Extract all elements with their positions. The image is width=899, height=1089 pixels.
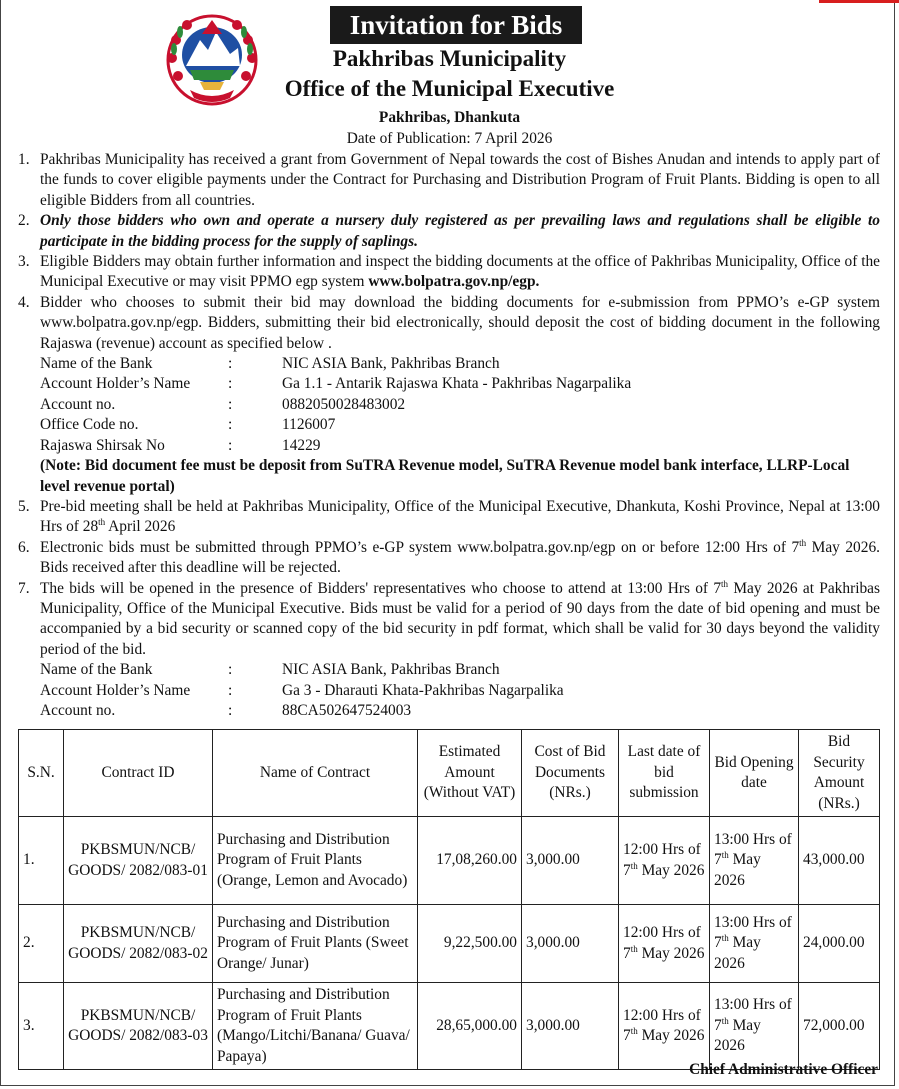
ordinal-sup: th xyxy=(799,537,807,548)
office-location: Pakhribas, Dhankuta xyxy=(378,109,521,126)
table-header-row xyxy=(19,730,880,817)
cell-bid-security: 72,000.00 xyxy=(799,983,880,1070)
signatory: Chief Administrative Officer xyxy=(689,1061,878,1078)
table-row xyxy=(19,905,880,983)
bank-row xyxy=(40,681,880,701)
cell-last-date: 12:00 Hrs of 7th May 2026 xyxy=(619,817,710,905)
bank-value: Ga 3 - Dharauti Khata-Pakhribas Nagarpalika xyxy=(282,681,564,699)
item-text: Electronic bids must be submitted through PPMO’s e-GP system www.bolpatra.gov.np/egp on or before 12:00 Hrs of 7 xyxy=(40,538,800,556)
item-1 xyxy=(18,150,880,211)
cell-estimated-amount: 9,22,500.00 xyxy=(418,905,522,983)
bank-value: 0882050028483002 xyxy=(282,395,406,413)
cell-sn: 1. xyxy=(19,817,64,905)
notice-body xyxy=(18,150,880,721)
cell-contract-id: PKBSMUN/NCB/ GOODS/ 2082/083-02 xyxy=(64,905,213,983)
item-number: 2. xyxy=(18,212,30,230)
bank-colon: : xyxy=(228,416,233,434)
bank-colon: : xyxy=(228,661,233,679)
bank-key: Account no. xyxy=(40,701,116,719)
item-text: The bids will be opened in the presence of Bidders' representatives who choose to attend at 13:00 Hrs of 7 xyxy=(40,579,722,597)
cell-contract-id: PKBSMUN/NCB/ GOODS/ 2082/083-01 xyxy=(64,817,213,905)
bank-row xyxy=(40,660,880,680)
col-header-bid-security: Bid Security Amount (NRs.) xyxy=(799,730,880,817)
bank-key: Name of the Bank xyxy=(40,355,153,373)
document-title: Invitation for Bids xyxy=(330,6,582,44)
cell-contract-id: PKBSMUN/NCB/ GOODS/ 2082/083-03 xyxy=(64,983,213,1070)
bank-key: Name of the Bank xyxy=(40,661,153,679)
bank-row xyxy=(40,354,880,374)
item-text: Only those bidders who own and operate a nursery duly registered as per prevailing laws and regulations shall be eligible to participate in the bidding process for the supply of saplings. xyxy=(40,212,880,250)
item-text: Eligible Bidders may obtain further information and inspect the bidding documents at the office of Pakhribas Municipality, Office of the Municipal Executive or may visit PPMO egp system xyxy=(40,253,880,291)
bank-colon: : xyxy=(228,375,233,393)
bank-colon: : xyxy=(228,681,233,699)
cell-doc-cost: 3,000.00 xyxy=(522,817,619,905)
col-header-sn: S.N. xyxy=(19,730,64,817)
cell-last-date: 12:00 Hrs of 7th May 2026 xyxy=(619,905,710,983)
table-row xyxy=(19,983,880,1070)
item-number: 7. xyxy=(18,579,30,597)
cell-doc-cost: 3,000.00 xyxy=(522,983,619,1070)
cell-opening-date: 13:00 Hrs of 7th May 2026 xyxy=(710,905,799,983)
org-name: Pakhribas Municipality xyxy=(332,46,567,71)
publication-date: Date of Publication: 7 April 2026 xyxy=(346,130,553,147)
col-header-doc-cost: Cost of Bid Documents (NRs.) xyxy=(522,730,619,817)
item-6 xyxy=(18,538,880,579)
item-text: April 2026 xyxy=(105,518,176,536)
corner-accent xyxy=(819,0,899,3)
bank-row xyxy=(40,395,880,415)
item-text: May 2026. Bids received after this deadline will be rejected. xyxy=(40,538,880,577)
bank-value: 1126007 xyxy=(282,416,336,434)
cell-contract-name: Purchasing and Distribution Program of Fruit Plants (Mango/Litchi/Banana/ Guava/ Papaya) xyxy=(213,983,418,1070)
item-number: 4. xyxy=(18,293,30,311)
cell-opening-date: 13:00 Hrs of 7th May 2026 xyxy=(710,983,799,1070)
office-name: Office of the Municipal Executive xyxy=(284,76,615,101)
bank-key: Account no. xyxy=(40,395,116,413)
bank-value: Ga 1.1 - Antarik Rajaswa Khata - Pakhribas Nagarpalika xyxy=(282,375,632,393)
item-3 xyxy=(18,252,880,293)
ordinal-sup: th xyxy=(721,578,729,589)
cell-bid-security: 24,000.00 xyxy=(799,905,880,983)
item-text: Pre-bid meeting shall be held at Pakhribas Municipality, Office of the Municipal Executive, Dhankuta, Koshi Province, Nepal at 13:00 Hrs of 28 xyxy=(40,497,880,536)
bank-value: 14229 xyxy=(282,436,321,454)
bank-colon: : xyxy=(228,395,233,413)
bank-details-fee xyxy=(40,354,880,497)
bank-details-security xyxy=(40,660,880,721)
col-header-contract-id: Contract ID xyxy=(64,730,213,817)
egp-link[interactable]: www.bolpatra.gov.np/egp. xyxy=(368,273,540,291)
col-header-estimated-amount: Estimated Amount (Without VAT) xyxy=(418,730,522,817)
item-number: 6. xyxy=(18,538,30,556)
cell-sn: 3. xyxy=(19,983,64,1070)
bank-key: Account Holder’s Name xyxy=(40,681,191,699)
bank-key: Account Holder’s Name xyxy=(40,375,191,393)
item-text: Bidder who chooses to submit their bid may download the bidding documents for e-submission from PPMO’s e-GP system www.bolpatra.gov.np/egp. Bidders, submitting their bid electronically, should deposit the cost of bidding document in the following Rajaswa (revenue) account as specified below . xyxy=(40,293,880,352)
bank-row xyxy=(40,415,880,435)
col-header-contract-name: Name of Contract xyxy=(213,730,418,817)
bank-colon: : xyxy=(228,355,233,373)
cell-last-date: 12:00 Hrs of 7th May 2026 xyxy=(619,983,710,1070)
ordinal-sup: th xyxy=(98,517,106,528)
bank-row xyxy=(40,374,880,394)
item-7 xyxy=(18,579,880,661)
bank-key: Office Code no. xyxy=(40,416,139,434)
col-header-last-date: Last date of bid submission xyxy=(619,730,710,817)
item-number: 1. xyxy=(18,151,30,168)
item-4 xyxy=(18,293,880,354)
col-header-opening-date: Bid Opening date xyxy=(710,730,799,817)
cell-estimated-amount: 28,65,000.00 xyxy=(418,983,522,1070)
bank-row xyxy=(40,701,880,721)
bank-colon: : xyxy=(228,701,233,719)
bank-value: NIC ASIA Bank, Pakhribas Branch xyxy=(282,661,500,679)
cell-estimated-amount: 17,08,260.00 xyxy=(418,817,522,905)
item-text: May 2026 at Pakhribas Municipality, Office of the Municipal Executive. Bids must be valid for a period of 90 days from the date of bid opening and must be accompanied by a bid security or scanned copy of the bid security in pdf format, which shall be valid for 30 days beyond the validity period of the bid. xyxy=(40,579,880,658)
cell-contract-name: Purchasing and Distribution Program of Fruit Plants (Orange, Lemon and Avocado) xyxy=(213,817,418,905)
bank-value: NIC ASIA Bank, Pakhribas Branch xyxy=(282,355,500,373)
contracts-table xyxy=(18,729,880,1070)
cell-contract-name: Purchasing and Distribution Program of Fruit Plants (Sweet Orange/ Junar) xyxy=(213,905,418,983)
item-5 xyxy=(18,497,880,538)
item-number: 3. xyxy=(18,253,30,271)
bank-key: Rajaswa Shirsak No xyxy=(40,436,165,454)
table-row xyxy=(19,817,880,905)
cell-sn: 2. xyxy=(19,905,64,983)
bank-value: 88CA502647524003 xyxy=(282,701,412,719)
bank-colon: : xyxy=(228,436,233,454)
item-text: Pakhribas Municipality has received a grant from Government of Nepal towards the cost of Bishes Anudan and intends to apply part of the funds to cover eligible payments under the Contract for Purchasing and Distribution Program of Fruit Plants. Bidding is open to all eligible Bidders from all countries. xyxy=(40,151,880,209)
item-number: 5. xyxy=(18,497,30,515)
cell-opening-date: 13:00 Hrs of 7th May 2026 xyxy=(710,817,799,905)
cell-bid-security: 43,000.00 xyxy=(799,817,880,905)
item-2 xyxy=(18,211,880,252)
bank-row xyxy=(40,436,880,456)
fee-note: (Note: Bid document fee must be deposit from SuTRA Revenue model, SuTRA Revenue model bank interface, LLRP-Local level revenue portal) xyxy=(40,457,850,495)
cell-doc-cost: 3,000.00 xyxy=(522,905,619,983)
